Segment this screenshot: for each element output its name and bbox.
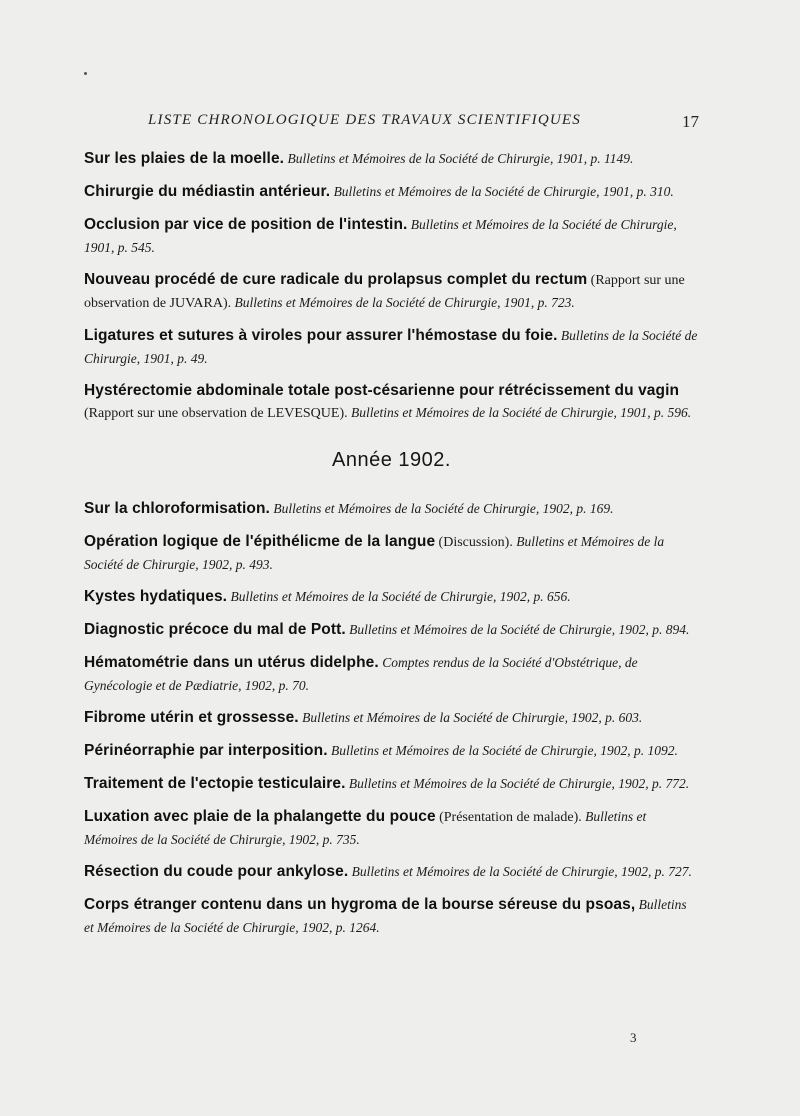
entry-note: (Rapport sur une observation de JUVARA).	[84, 273, 685, 311]
entry-reference: Bulletins et Mémoires de la Société de Chirurgie, 1902, p. 169.	[273, 501, 614, 516]
print-speck	[84, 72, 87, 75]
bibliography-entry	[84, 861, 699, 884]
entry-reference: Bulletins et Mémoires de la Société de Chirurgie, 1902, p. 1092.	[330, 743, 678, 758]
bibliography-entry	[84, 894, 699, 939]
bibliography-entry	[84, 498, 699, 521]
bibliography-entry	[84, 707, 699, 730]
entry-reference: Bulletins de la Société de Chirurgie, 1901, p. 49.	[84, 328, 698, 366]
entry-reference: Bulletins et Mémoires de la Société de Chirurgie, 1902, p. 1264.	[84, 897, 687, 935]
entry-title: Sur les plaies de la moelle.	[84, 150, 285, 167]
bibliography-entry	[84, 214, 699, 259]
entry-reference: Comptes rendus de la Société d'Obstétrique, de Gynécologie et de Pædiatrie, 1902, p. 70.	[84, 655, 638, 693]
entry-title: Diagnostic précoce du mal de Pott.	[84, 621, 346, 638]
entry-title: Sur la chloroformisation.	[84, 500, 270, 517]
entry-title: Nouveau procédé de cure radicale du prolapsus complet du rectum	[84, 271, 588, 288]
entries-1901	[84, 148, 699, 425]
entry-title: Opération logique de l'épithélicme de la langue	[84, 533, 436, 550]
entry-reference: Bulletins et Mémoires de la Société de Chirurgie, 1902, p. 894.	[349, 622, 690, 637]
entry-title: Luxation avec plaie de la phalangette du pouce	[84, 808, 436, 825]
entry-title: Chirurgie du médiastin antérieur.	[84, 183, 331, 200]
bibliography-entry	[84, 586, 699, 609]
bibliography-entry	[84, 773, 699, 796]
entry-reference: Bulletins et Mémoires de la Société de Chirurgie, 1902, p. 493.	[84, 534, 665, 572]
year-heading: Année 1902.	[332, 449, 451, 471]
entry-reference: Bulletins et Mémoires de la Société de Chirurgie, 1902, p. 656.	[230, 589, 571, 604]
entry-reference: Bulletins et Mémoires de la Société de Chirurgie, 1901, p. 545.	[84, 217, 677, 255]
entry-note: (Discussion).	[438, 535, 513, 550]
entry-reference: Bulletins et Mémoires de la Société de Chirurgie, 1901, p. 310.	[333, 184, 674, 199]
entry-title: Corps étranger contenu dans un hygroma de la bourse séreuse du psoas,	[84, 896, 636, 913]
entry-reference: Bulletins et Mémoires de la Société de Chirurgie, 1902, p. 727.	[351, 864, 692, 879]
entry-reference: Bulletins et Mémoires de la Société de Chirurgie, 1901, p. 596.	[350, 405, 692, 420]
entry-reference: Bulletins et Mémoires de la Société de Chirurgie, 1902, p. 735.	[84, 809, 647, 847]
entry-title: Fibrome utérin et grossesse.	[84, 709, 299, 726]
entry-note: (Rapport sur une observation de LEVESQUE).	[84, 406, 348, 421]
signature-mark: 3	[630, 1030, 637, 1045]
bibliography-entry	[84, 181, 699, 204]
entry-title: Périnéorraphie par interposition.	[84, 742, 328, 759]
bibliography-entry	[84, 148, 699, 171]
entry-title: Occlusion par vice de position de l'intestin.	[84, 216, 408, 233]
bibliography-entry	[84, 325, 699, 370]
entry-title: Hématométrie dans un utérus didelphe.	[84, 654, 379, 671]
entry-reference: Bulletins et Mémoires de la Société de Chirurgie, 1902, p. 772.	[348, 776, 690, 791]
bibliography-entry	[84, 740, 699, 763]
bibliography-entry	[84, 380, 699, 425]
entry-title: Hystérectomie abdominale totale post-césarienne pour rétrécissement du vagin	[84, 382, 680, 399]
bibliography-entry	[84, 806, 699, 851]
entry-reference: Bulletins et Mémoires de la Société de Chirurgie, 1901, p. 1149.	[287, 151, 634, 166]
entry-reference: Bulletins et Mémoires de la Société de Chirurgie, 1901, p. 723.	[234, 295, 575, 310]
entry-reference: Bulletins et Mémoires de la Société de Chirurgie, 1902, p. 603.	[302, 710, 643, 725]
bibliography-entry	[84, 652, 699, 697]
bibliography-entry	[84, 531, 699, 576]
bibliography-entry	[84, 619, 699, 642]
running-head: LISTE CHRONOLOGIQUE DES TRAVAUX SCIENTIFIQUES	[148, 112, 581, 128]
entries-1902	[84, 498, 699, 939]
entry-note: (Présentation de malade).	[439, 810, 582, 825]
entry-title: Kystes hydatiques.	[84, 588, 228, 605]
bibliography-entry	[84, 269, 699, 315]
bibliography-list	[84, 148, 699, 949]
entry-title: Traitement de l'ectopie testiculaire.	[84, 775, 346, 792]
page-number: 17	[682, 112, 699, 131]
entry-title: Résection du coude pour ankylose.	[84, 863, 349, 880]
entry-title: Ligatures et sutures à viroles pour assurer l'hémostase du foie.	[84, 327, 558, 344]
